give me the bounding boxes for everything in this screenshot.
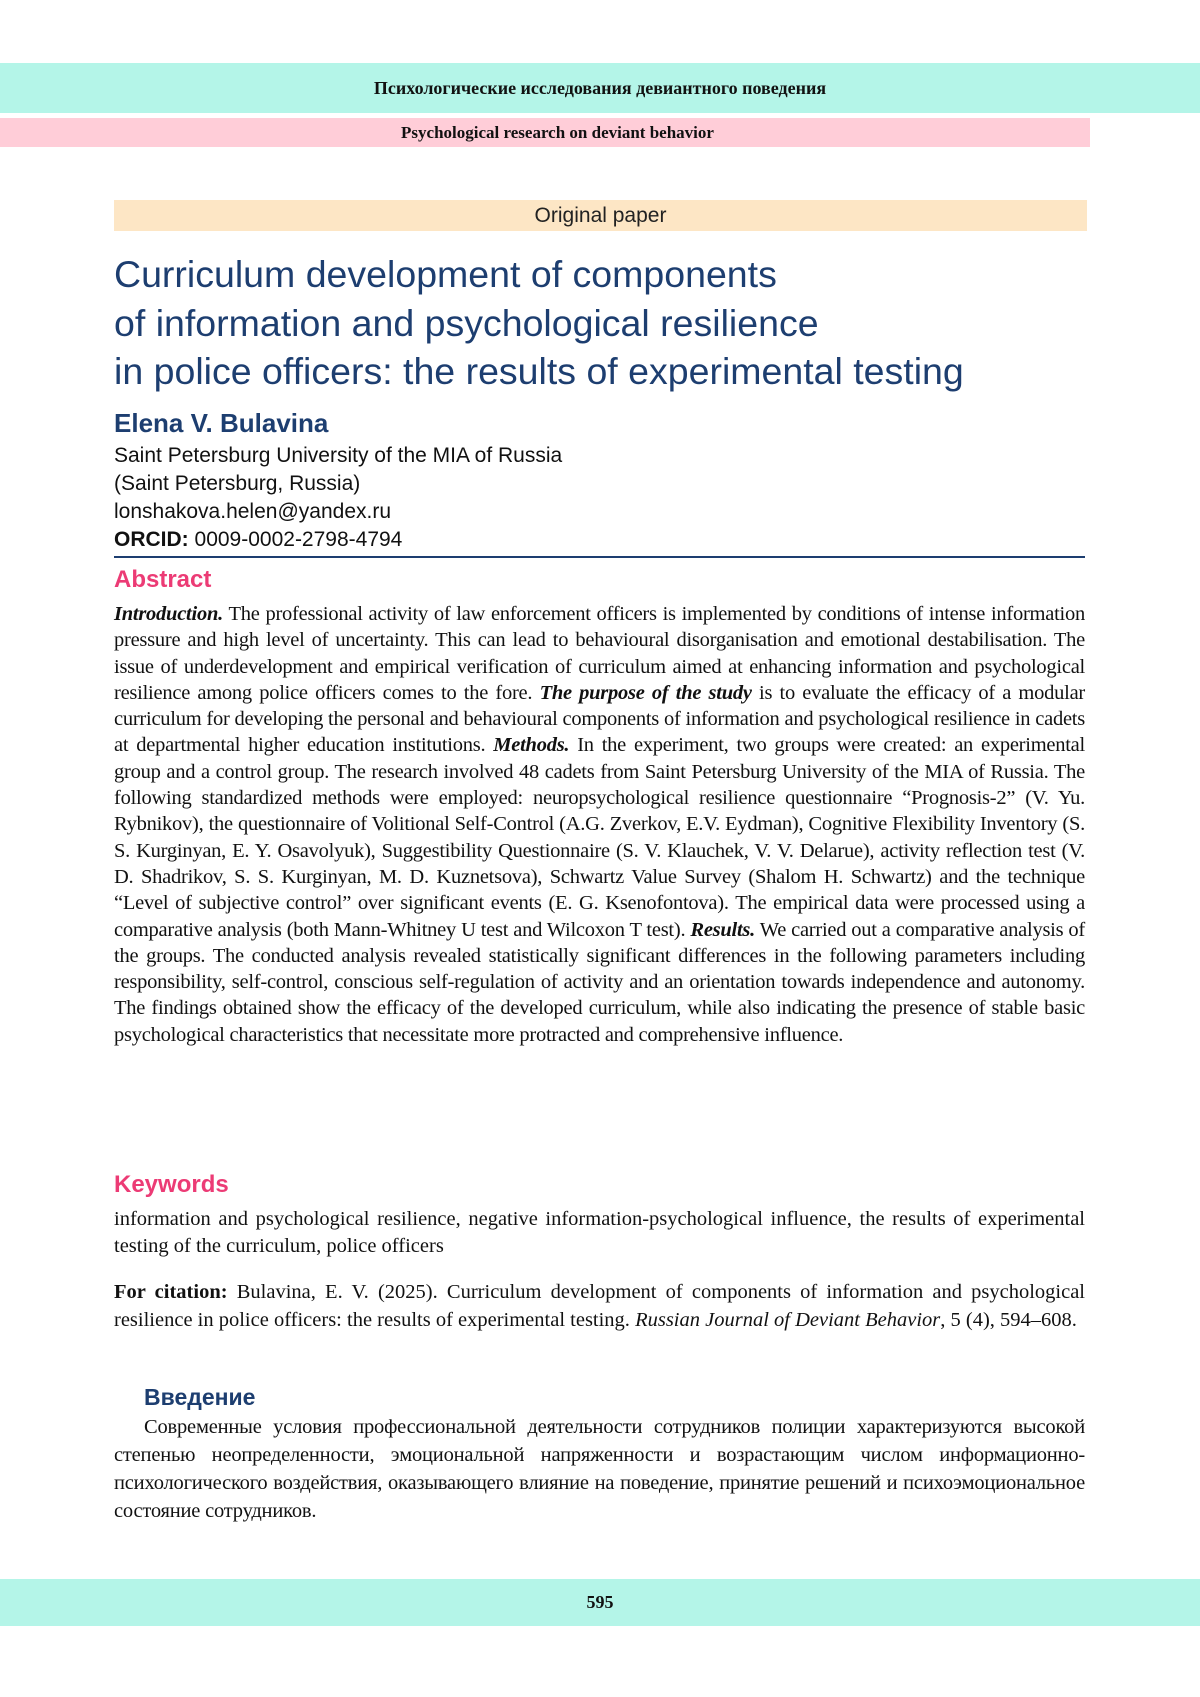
methods-label: Methods. [493, 734, 570, 757]
orcid-value[interactable]: 0009-0002-2798-4794 [194, 528, 403, 551]
title-line: in police officers: the results of experimental testing [114, 350, 964, 392]
purpose-label: The purpose of the study [539, 681, 752, 704]
results-label: Results. [690, 918, 756, 941]
page-number: 595 [0, 1579, 1200, 1626]
author-affiliation: Saint Petersburg University of the MIA of Russia [114, 444, 563, 467]
citation-details: , 5 (4), 594–608. [940, 1308, 1077, 1331]
author-name: Elena V. Bulavina [114, 408, 329, 438]
intro-text: The professional activity of law enforcement officers is implemented by conditions of intense information pressure and high level of uncertainty. This can lead to behavioural disorganisation and emotional destabilisation. The issue of underdevelopment and empirical verification of curriculum aimed at enhancing information and psychological resilience among police officers comes to the fore. [114, 603, 1085, 704]
journal-header-en: Psychological research on deviant behavior [0, 118, 1090, 147]
abstract-heading: Abstract [114, 566, 212, 593]
citation-journal: Russian Journal of Deviant Behavior [635, 1308, 941, 1331]
author-orcid [114, 526, 562, 554]
title-line: Curriculum development of components [114, 253, 777, 295]
author-info [114, 442, 562, 554]
divider [114, 556, 1085, 558]
title-line: of information and psychological resilience [114, 301, 819, 344]
keywords-heading: Keywords [114, 1171, 229, 1198]
article-title [114, 250, 1114, 396]
citation-label: For citation: [114, 1281, 228, 1303]
keywords-text: information and psychological resilience, negative information-psychological influence, the results of experimental testing of the curriculum, police officers [114, 1208, 1085, 1257]
journal-header-ru: Психологические исследования девиантного поведения [0, 63, 1200, 113]
intro-label: Introduction. [114, 603, 223, 625]
orcid-label: ORCID: [114, 528, 189, 551]
methods-text: In the experiment, two groups were created: an experimental group and a control group. The research involved 48 cadets from Saint Petersburg University of the MIA of Russia. The following standardized methods were employed: neuropsychological resilience questionnaire “Prognosis-2” (V. Yu. Rybnikov), the questionnaire of Volitional Self-Control (A.G. Zverkov, E.V. Eydman), Cognitive Flexibility Inventory (S. S. Kurginyan, E. Y. Osavolyuk), Suggestibility Questionnaire (S. V. Klauchek, V. V. Delarue), activity reflection test (V. D. Shadrikov, S. S. Kurginyan, M. D. Kuznetsova), Schwartz Value Survey (Shalom H. Schwartz) and the technique “Level of subjective control” over significant events (E. G. Ksenofontova). The empirical data were processed using a comparative analysis (both Mann-Whitney U test and Wilcoxon T test). [114, 734, 1085, 941]
citation-text: Bulavina, E. V. (2025). Curriculum development of components of information and psychological resilience in police officers: the results of experimental testing. [114, 1281, 1086, 1331]
purpose-text: is to evaluate the efficacy of a modular curriculum for developing the personal and behavioural components of information and psychological resilience in cadets at departmental higher education institutions. [114, 681, 1085, 757]
citation [114, 1279, 1085, 1334]
section-heading-intro: Введение [144, 1384, 256, 1410]
section-intro-text: Современные условия профессиональной деятельности сотрудников полиции характеризуются высокой степенью неопределенности, эмоциональной напряженности и возрастающим числом информационно-психологического воздействия, оказывающего влияние на поведение, принятие решений и психоэмоциональное состояние сотрудников. [114, 1416, 1085, 1522]
article-type-label: Original paper [114, 200, 1087, 231]
results-text: We carried out a comparative analysis of the groups. The conducted analysis revealed statistically significant differences in the following parameters including responsibility, self-control, conscious self-regulation of activity and an orientation towards independence and autonomy. The findings obtained show the efficacy of the developed curriculum, while also indicating the presence of stable basic psychological characteristics that necessitate more protracted and comprehensive influence. [114, 918, 1085, 1046]
author-location: (Saint Petersburg, Russia) [114, 472, 361, 495]
author-email[interactable]: lonshakova.helen@yandex.ru [114, 500, 391, 523]
abstract-body [114, 601, 1085, 1048]
